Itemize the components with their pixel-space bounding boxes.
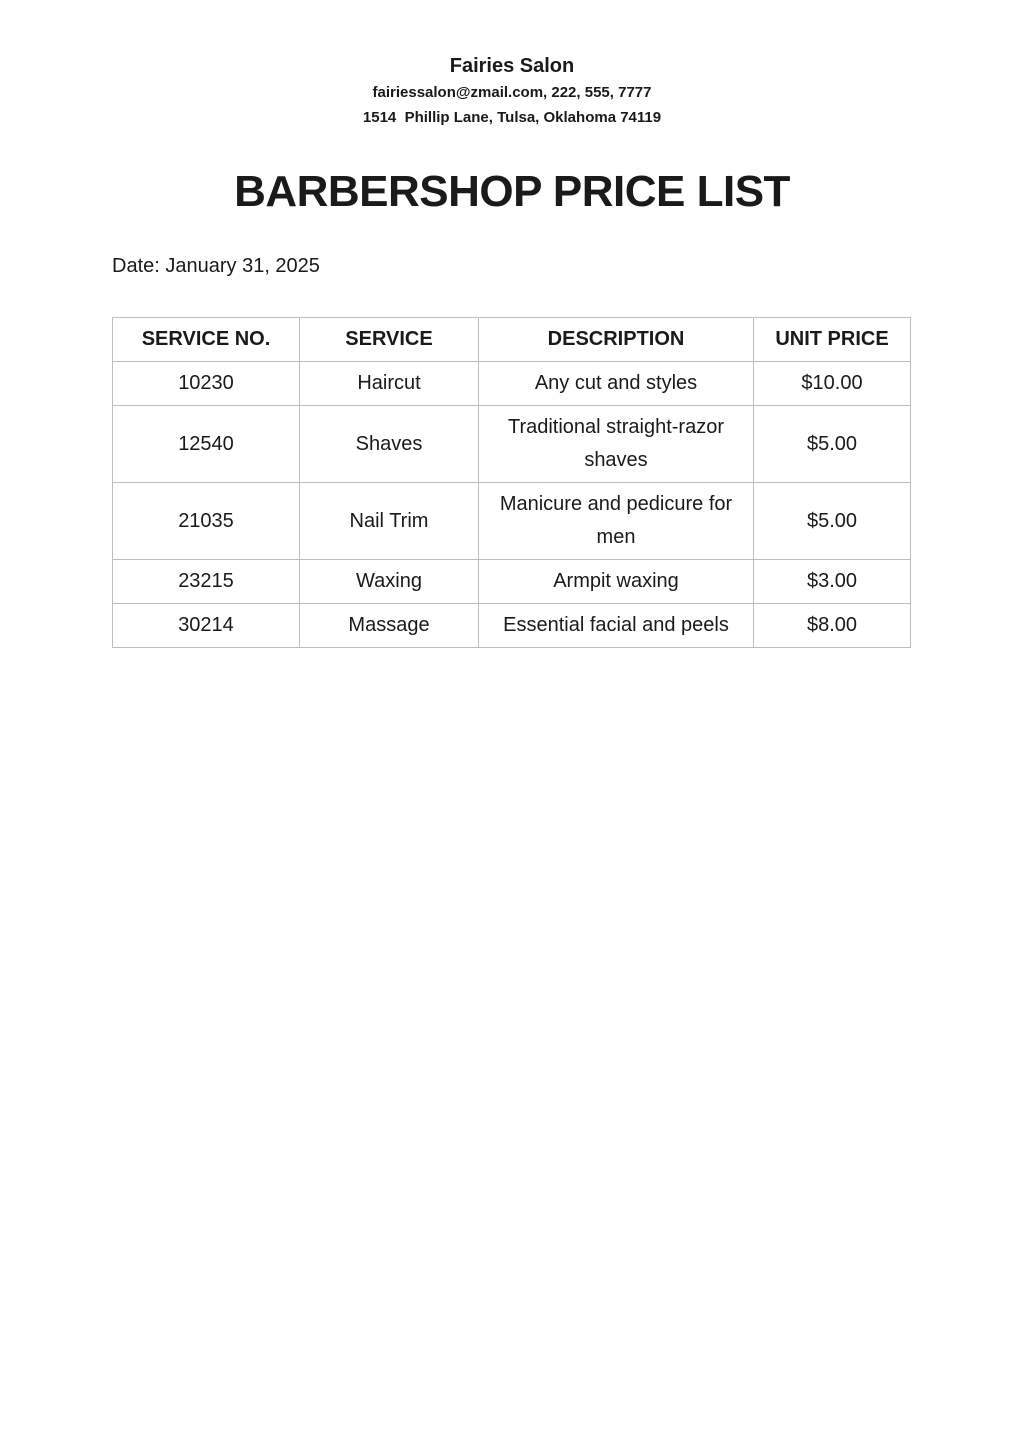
cell-service-no: 21035	[113, 483, 300, 560]
company-name: Fairies Salon	[449, 55, 575, 77]
header-service-no: SERVICE NO.	[113, 318, 300, 362]
table-row	[113, 406, 911, 483]
cell-unit-price: $5.00	[754, 406, 911, 483]
table-row	[113, 483, 911, 560]
cell-unit-price: $10.00	[754, 362, 911, 406]
cell-unit-price: $5.00	[754, 483, 911, 560]
cell-description: Armpit waxing	[479, 560, 754, 604]
cell-service-no: 12540	[113, 406, 300, 483]
header-service: SERVICE	[300, 318, 479, 362]
cell-service-no: 23215	[113, 560, 300, 604]
company-header	[0, 52, 1024, 130]
cell-service: Waxing	[300, 560, 479, 604]
document-date: Date: January 31, 2025	[112, 255, 320, 277]
table-row	[113, 560, 911, 604]
cell-service: Massage	[300, 604, 479, 648]
cell-service: Shaves	[300, 406, 479, 483]
cell-description: Manicure and pedicure for men	[479, 483, 754, 560]
company-contact: fairiessalon@zmail.com, 222, 555, 7777	[372, 84, 652, 101]
cell-description: Essential facial and peels	[479, 604, 754, 648]
document-title: BARBERSHOP PRICE LIST	[234, 167, 790, 216]
price-table	[112, 317, 911, 648]
cell-unit-price: $3.00	[754, 560, 911, 604]
cell-description: Any cut and styles	[479, 362, 754, 406]
table-row	[113, 362, 911, 406]
header-description: DESCRIPTION	[479, 318, 754, 362]
company-address: 1514 Phillip Lane, Tulsa, Oklahoma 74119	[362, 109, 662, 126]
header-unit-price: UNIT PRICE	[754, 318, 911, 362]
cell-description: Traditional straight-razor shaves	[479, 406, 754, 483]
table-header-row	[113, 318, 911, 362]
cell-service: Nail Trim	[300, 483, 479, 560]
cell-service-no: 10230	[113, 362, 300, 406]
table-row	[113, 604, 911, 648]
cell-unit-price: $8.00	[754, 604, 911, 648]
cell-service: Haircut	[300, 362, 479, 406]
cell-service-no: 30214	[113, 604, 300, 648]
